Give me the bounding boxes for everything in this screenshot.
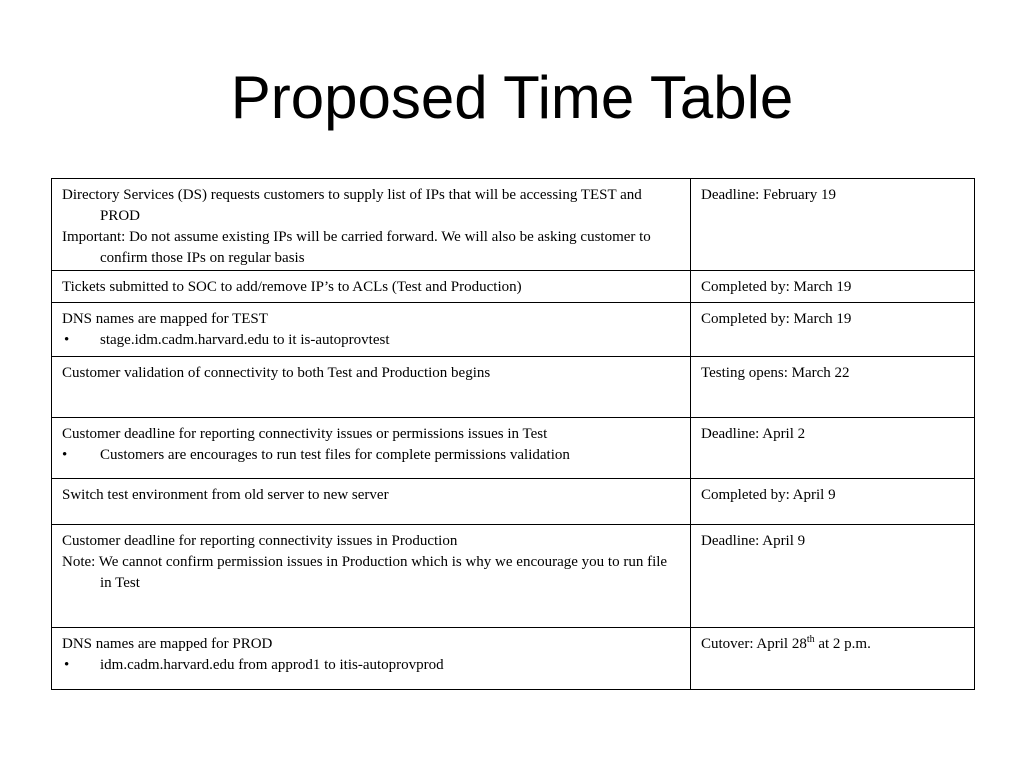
- bullet-text: idm.cadm.harvard.edu from approd1 to itis-autoprovprod: [100, 657, 444, 673]
- date-text: [701, 636, 871, 652]
- date-cell: [691, 271, 975, 303]
- bullet-text: Customers are encourages to run test files for complete permissions validation: [100, 447, 570, 463]
- date-cell: [691, 179, 975, 271]
- bullet-text: stage.idm.cadm.harvard.edu to it is-autoprovtest: [100, 332, 390, 348]
- date-cell: [691, 525, 975, 628]
- task-cell: [52, 418, 691, 479]
- table-row: [52, 357, 975, 418]
- task-cell: [52, 357, 691, 418]
- task-text: DNS names are mapped for TEST: [62, 311, 268, 327]
- bullet-item: [62, 330, 682, 351]
- date-text: Deadline: April 2: [701, 426, 806, 442]
- task-cell: [52, 179, 691, 271]
- date-superscript: th: [806, 634, 815, 645]
- bullet-item: [62, 445, 682, 466]
- table-row: [52, 303, 975, 357]
- task-note: Important: Do not assume existing IPs will be carried forward. We will also be asking customer to confirm those IPs on regular basis: [62, 229, 651, 266]
- table-row: [52, 479, 975, 525]
- date-text: Deadline: February 19: [701, 187, 836, 203]
- task-text: DNS names are mapped for PROD: [62, 636, 273, 652]
- date-text: Testing opens: March 22: [701, 365, 850, 381]
- task-cell: [52, 303, 691, 357]
- task-cell: [52, 271, 691, 303]
- table-row: [52, 418, 975, 479]
- date-cell: [691, 479, 975, 525]
- date-text: Completed by: March 19: [701, 279, 852, 295]
- task-cell: [52, 525, 691, 628]
- task-text: Tickets submitted to SOC to add/remove IP’s to ACLs (Test and Production): [62, 279, 522, 295]
- table-row: [52, 628, 975, 690]
- date-text: Completed by: April 9: [701, 487, 836, 503]
- timetable: [51, 178, 975, 690]
- bullet-icon: •: [64, 657, 70, 673]
- task-text: Directory Services (DS) requests customers to supply list of IPs that will be accessing TEST and PROD: [62, 187, 642, 224]
- slide-title: Proposed Time Table: [230, 64, 794, 131]
- date-text: Completed by: March 19: [701, 311, 852, 327]
- bullet-icon: •: [64, 332, 70, 348]
- task-text: Customer deadline for reporting connectivity issues in Production: [62, 533, 458, 549]
- bullet-icon: •: [62, 447, 68, 463]
- date-text: Deadline: April 9: [701, 533, 806, 549]
- task-cell: [52, 479, 691, 525]
- date-cell: [691, 303, 975, 357]
- task-text: Customer deadline for reporting connectivity issues or permissions issues in Test: [62, 426, 548, 442]
- table-row: [52, 525, 975, 628]
- bullet-item: [62, 655, 682, 676]
- task-note: Note: We cannot confirm permission issues in Production which is why we encourage you to run file in Test: [62, 554, 668, 591]
- date-cell: [691, 628, 975, 690]
- task-cell: [52, 628, 691, 690]
- table-row: [52, 271, 975, 303]
- date-cell: [691, 418, 975, 479]
- task-text: Switch test environment from old server to new server: [62, 487, 389, 503]
- table-row: [52, 179, 975, 271]
- task-text: Customer validation of connectivity to both Test and Production begins: [62, 365, 491, 381]
- date-prefix: Cutover: April 28: [701, 636, 807, 652]
- date-suffix: at 2 p.m.: [814, 636, 871, 652]
- date-cell: [691, 357, 975, 418]
